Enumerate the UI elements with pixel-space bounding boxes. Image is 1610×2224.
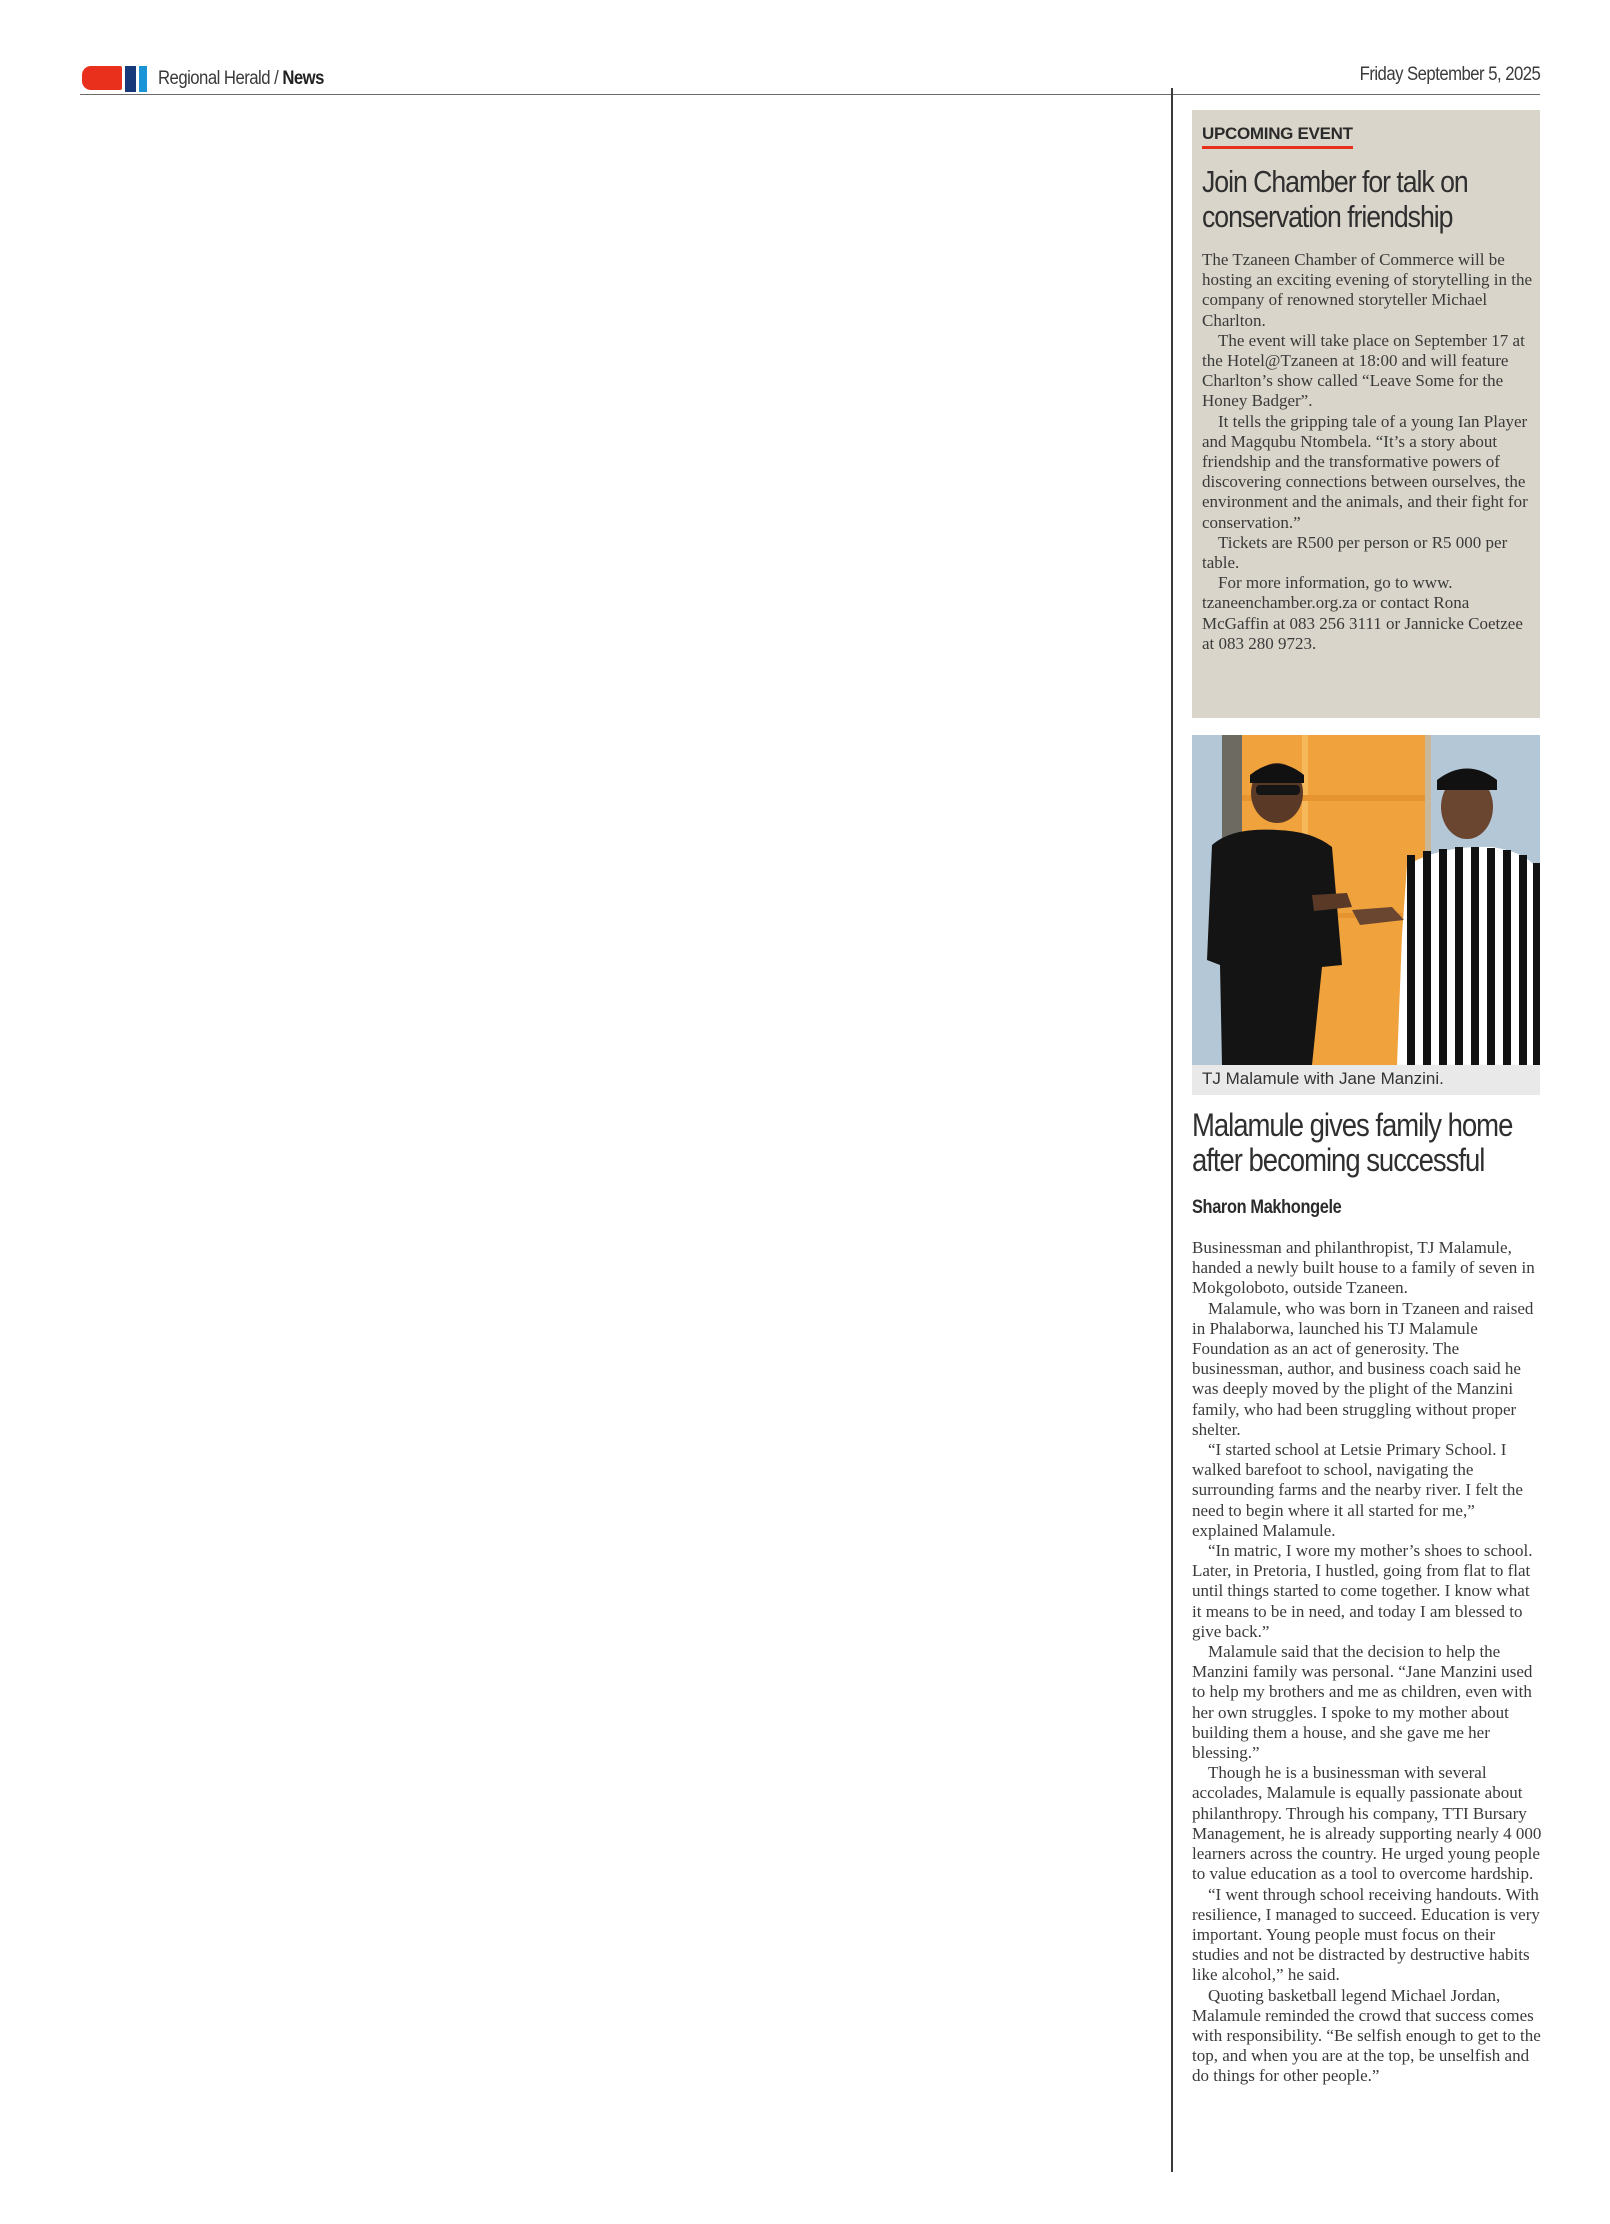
story-paragraph: Though he is a businessman with several accolades, Malamule is equally passionate about philanthropy. Through his company, TTI Bursary Management, he is already supporting nearly 4 000 learners across the country. He urged young people to value education as a tool to overcome hardship. [1192, 1763, 1542, 1884]
story-paragraph: Malamule, who was born in Tzaneen and raised in Phalaborwa, launched his TJ Malamule Foundation as an act of generosity. The businessman, author, and business coach said he was deeply moved by the plight of the Manzini family, who had been struggling without proper shelter. [1192, 1298, 1534, 1439]
masthead [80, 66, 1540, 95]
story-headline [1192, 1108, 1536, 1178]
event-headline-line-1: Join Chamber for talk on [1202, 164, 1468, 199]
breadcrumb [158, 68, 324, 90]
breadcrumb-separator: / [269, 68, 283, 89]
logo-red-block [82, 66, 122, 90]
logo-blue-bar [139, 66, 147, 92]
event-paragraph: Tickets are R500 per person or R5 000 per table. [1202, 532, 1508, 573]
event-body [1202, 250, 1534, 654]
byline: Sharon Makhongele [1192, 1197, 1342, 1218]
event-headline [1202, 164, 1537, 234]
upcoming-event-box [1192, 110, 1540, 718]
story-paragraph: “I started school at Letsie Primary School. I walked barefoot to school, navigating the surrounding farms and the nearby river. I felt the need to begin where it all started for me,” explained Malamule. [1192, 1440, 1523, 1540]
photo-caption [1192, 1065, 1540, 1095]
story-photo [1192, 735, 1540, 1065]
story-paragraph: Quoting basketball legend Michael Jordan, Malamule reminded the crowd that success comes with responsibility. “Be selfish enough to get to the top, and when you are at the top, be unselfish and do things for other people.” [1192, 1985, 1541, 2086]
event-headline-line-2: conservation friendship [1202, 199, 1453, 234]
story-paragraph: Malamule said that the decision to help the Manzini family was personal. “Jane Manzini used to help my brothers and me as children, even with her own struggles. I spoke to my mother about building them a house, and she gave me her blessing.” [1192, 1642, 1533, 1763]
logo-navy-bar [125, 66, 136, 92]
photo-illustration [1192, 735, 1540, 1065]
event-paragraph: It tells the gripping tale of a young Ian Player and Magqubu Ntombela. “It’s a story about friendship and the transformative powers of discovering connections between ourselves, the environment and the animals, and their fight for conservation.” [1202, 411, 1528, 532]
column-divider [1171, 88, 1173, 2172]
story-paragraph: “I went through school receiving handouts. With resilience, I managed to succeed. Education is very important. Young people must focus on their studies and not be distracted by destructive habits like alcohol,” he said. [1192, 1884, 1540, 1985]
story-headline-line-1: Malamule gives family home [1192, 1107, 1513, 1143]
story-headline-line-2: after becoming successful [1192, 1142, 1485, 1178]
story-paragraph: Businessman and philanthropist, TJ Malamule, handed a newly built house to a family of seven in Mokgoloboto, outside Tzaneen. [1192, 1238, 1535, 1298]
event-kicker: UPCOMING EVENT [1202, 124, 1353, 149]
story-paragraph: “In matric, I wore my mother’s shoes to school. Later, in Pretoria, I hustled, going from flat to flat until things started to come together. I know what it means to be in need, and today I am blessed to give back.” [1192, 1541, 1533, 1641]
publication-name: Regional Herald [158, 68, 270, 89]
section-name: News [282, 68, 324, 89]
issue-date: Friday September 5, 2025 [1359, 64, 1540, 85]
event-paragraph: For more information, go to www. tzaneenchamber.org.za or contact Rona McGaffin at 083 256 3111 or Jannicke Coetzee at 083 280 9723. [1202, 573, 1523, 653]
event-paragraph: The event will take place on September 17 at the Hotel@Tzaneen at 18:00 and will feature Charlton’s show called “Leave Some for the Honey Badger”. [1202, 330, 1525, 411]
event-paragraph: The Tzaneen Chamber of Commerce will be hosting an exciting evening of storytelling in the company of renowned storyteller Michael Charlton. [1202, 250, 1533, 330]
photo-caption-text: TJ Malamule with Jane Manzini. [1202, 1069, 1444, 1088]
publication-logo-icon [82, 66, 152, 92]
story-body [1192, 1238, 1542, 2087]
